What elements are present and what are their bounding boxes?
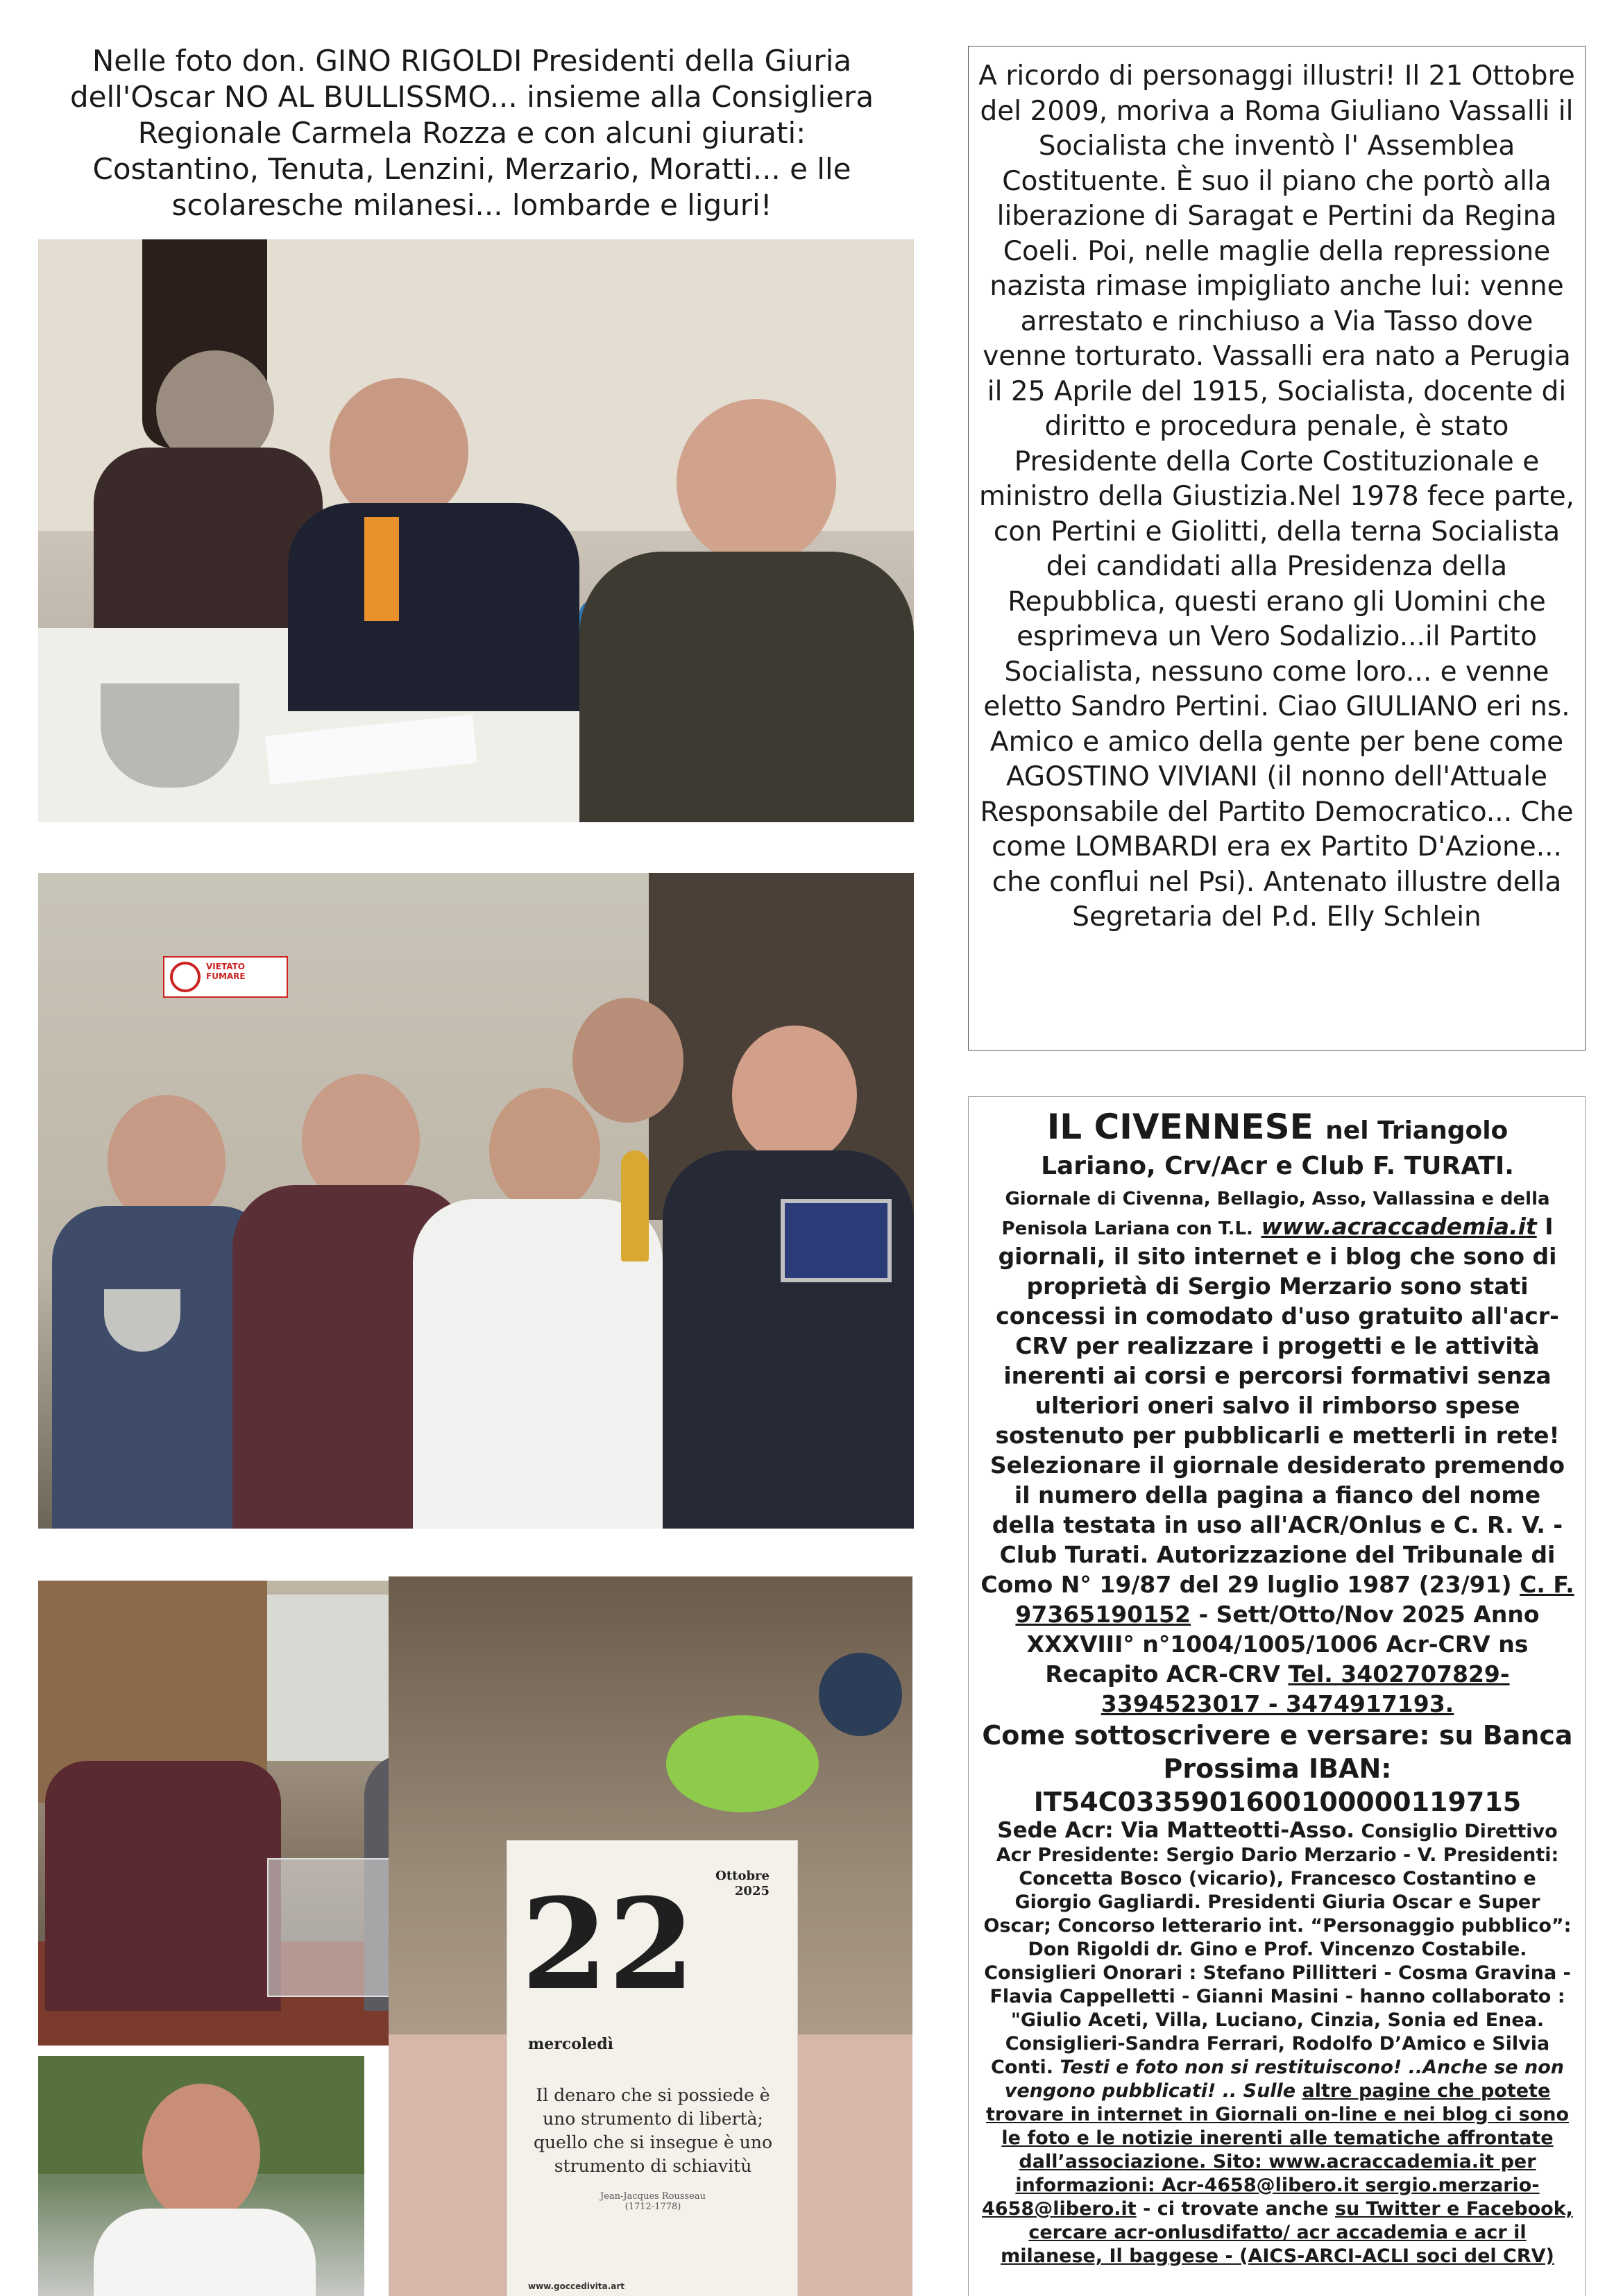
calendar-quote: Il denaro che si possiede è uno strumento di libertà; quello che si insegue è uno strumento di schiavitù <box>533 2085 773 2176</box>
masthead-box <box>968 1096 1586 2296</box>
masthead-intro-small: Giornale di Civenna, Bellagio, Asso, Vallassina e della Penisola Lariana con T.L. <box>1001 1189 1550 1239</box>
masthead-body: I giornali, il sito internet e i blog che sono di proprietà di Sergio Merzario sono stati concessi in comodato d'uso gratuito all'acr-CRV per realizzare i progetti e le attività inerenti ai corsi e percorsi formativi senza ulteriori oneri salvo il rimborso spese sostenuto per pubblicarli e metterli in rete! Selezionare il giornale desiderato premendo il numero della pagina a fianco del nome della testata in uso all'ACR/Onlus e C. R. V. - Club Turati. Autorizzazione del Tribunale di Como N° 19/87 del 29 luglio 1987 (23/91) <box>980 1213 1565 1598</box>
no-smoking-text: VIETATO FUMARE <box>206 962 246 981</box>
calendar-weekday: mercoledì <box>528 2035 614 2053</box>
memorial-text: A ricordo di personaggi illustri! Il 21 Ottobre del 2009, moriva a Roma Giuliano Vassalli il Socialista che inventò l' Assemblea Costituente. È suo il piano che portò alla liberazione di Saragat e Pertini da Regina Coeli. Poi, nelle maglie della repressione nazista rimase impigliato anche lui: venne arrestato e rinchiuso a Via Tasso dove venne torturato. Vassalli era nato a Perugia il 25 Aprile del 1915, Socialista, docente di diritto e procedura penale, è stato Presidente della Corte Costituzionale e ministro della Giustizia.Nel 1978 fece parte, con Pertini e Giolitti, della terna Socialista dei candidati alla Presidenza della Repubblica, questi erano gli Uomini che esprimeva un Vero Sodalizio...il Partito Socialista, nessuno come loro... e venne eletto Sandro Pertini. Ciao GIULIANO eri ns. Amico e amico della gente per bene come AGOSTINO VIVIANI (il nonno dell'Attuale Responsabile del Partito Democratico... Che come LOMBARDI era ex Partito D'Azione... che conflui nel Psi). Antenato illustre della Segretaria del P.d. Elly Schlein <box>978 60 1575 933</box>
person-4 <box>572 998 683 1123</box>
photo-calendar <box>389 1576 912 2296</box>
photo-portrait <box>38 2056 364 2296</box>
calendar-site: www.goccedivita.art <box>528 2281 625 2291</box>
person-man-center <box>330 378 468 524</box>
calendar-author-years: (1712-1778) <box>624 2202 681 2212</box>
plaque <box>781 1199 892 1282</box>
calendar-page <box>507 1840 798 2296</box>
turtle-decoration <box>666 1715 819 1812</box>
issue-info: - Sett/Otto/Nov 2025 Anno XXXVIII° n°1004/1005/1006 Acr-CRV ns Recapito ACR-CRV <box>1026 1601 1540 1687</box>
portrait-head <box>142 2084 260 2222</box>
photo-caption: Nelle foto don. GINO RIGOLDI Presidenti della Giuria dell'Oscar NO AL BULLISSMO... insieme alla Consigliera Regionale Carmela Rozza e con alcuni giurati: Costantino, Tenuta, Lenzini, Merzario, Moratti... e lle scolaresche milanesi... lombarde e liguri! <box>69 44 874 222</box>
person-man-right-body <box>579 552 914 822</box>
memorial-text-box <box>968 46 1586 1051</box>
masthead-title-rest: nel Triangolo <box>1325 1116 1509 1145</box>
subscribe-info <box>980 1719 1575 1819</box>
find-us: - ci trovate anche <box>1143 2198 1329 2220</box>
masthead-title-main: IL CIVENNESE <box>1046 1107 1314 1147</box>
portrait-shirt <box>94 2209 316 2296</box>
no-smoking-sign <box>163 956 288 998</box>
masthead-intro <box>980 1182 1575 1719</box>
tie-orange <box>364 517 399 621</box>
children-group <box>45 1761 281 2011</box>
board-info <box>980 1819 1575 2268</box>
globe <box>819 1653 902 1736</box>
masthead-title <box>980 1107 1575 1151</box>
consiglio: Consiglio Direttivo Acr Presidente: Sergio Dario Merzario - V. Presidenti: Concetta Bosco (vicario), Francesco Costantino e Giorgio Gagliardi. Presidenti Giuria Oscar e Super Oscar; Concorso letterario int. “Personaggio pubblico”: Don Rigoldi dr. Gino e Prof. Vincenzo Costabile. Consiglieri Onorari : Stefano Pillitteri - Cosma Gravina - Flavia Cappelletti - Gianni Masini - hanno collaborato : "Giulio Aceti, Villa, Luciano, Cinzia, Sonia ed Enea. Consiglieri-Sandra Ferrari, Rodolfo D’Amico e Silvia Conti. <box>983 1821 1572 2078</box>
photo-jury-table <box>38 239 914 822</box>
masthead-content <box>980 1107 1575 2268</box>
site-link[interactable]: www.acraccademia.it <box>1261 1213 1537 1240</box>
photo-award-group <box>38 873 914 1529</box>
oscar-statue <box>621 1150 649 1261</box>
masthead-subtitle: Lariano, Crv/Acr e Club F. TURATI. <box>1041 1152 1514 1180</box>
sede: Sede Acr: Via Matteotti-Asso. <box>997 1818 1355 1843</box>
floral-cloth-right <box>798 2034 912 2296</box>
calendar-author <box>528 2191 778 2212</box>
person-man-right <box>677 399 836 566</box>
no-smoking-icon <box>170 962 201 992</box>
calendar-month-name: Ottobre <box>715 1869 770 1883</box>
calendar-month <box>715 1869 770 1899</box>
person-5 <box>732 1026 857 1164</box>
person-man-center-body <box>288 503 579 711</box>
other-pages[interactable]: altre pagine che potete trovare in internet in Giornali on-line e nei blog ci sono le foto e le notizie inerenti alle tematiche affrontate dall’associazione. Sito: www.acraccademia.it per informazioni: Acr-4658@libero.it sergio.merzario-4658@libero.it <box>982 2080 1570 2220</box>
calendar-year: 2025 <box>734 1884 770 1898</box>
calendar-author-name: Jean-Jacques Rousseau <box>600 2191 706 2202</box>
codice-fiscale: C. F. 97365190152 <box>1015 1571 1574 1628</box>
floral-cloth <box>389 2034 507 2296</box>
subscribe-text: Come sottoscrivere e versare: su Banca Prossima IBAN: <box>982 1720 1573 1784</box>
person-3 <box>489 1088 600 1213</box>
iban: IT54C0335901600100000119715 <box>1033 1787 1522 1817</box>
phone-numbers[interactable]: Tel. 3402707829-3394523017 - 3474917193. <box>1101 1660 1510 1717</box>
calendar-day: 22 <box>521 1871 695 2018</box>
social-links[interactable]: su Twitter e Facebook, cercare acr-onlusdifatto/ acr accademia e acr il milanese, Il baggese - (AICS-ARCI-ACLI soci del CRV) <box>1001 2198 1573 2267</box>
disclaimer: Testi e foto non si restituiscono! ..Anche se non vengono pubblicati! .. Sulle <box>1004 2057 1564 2102</box>
